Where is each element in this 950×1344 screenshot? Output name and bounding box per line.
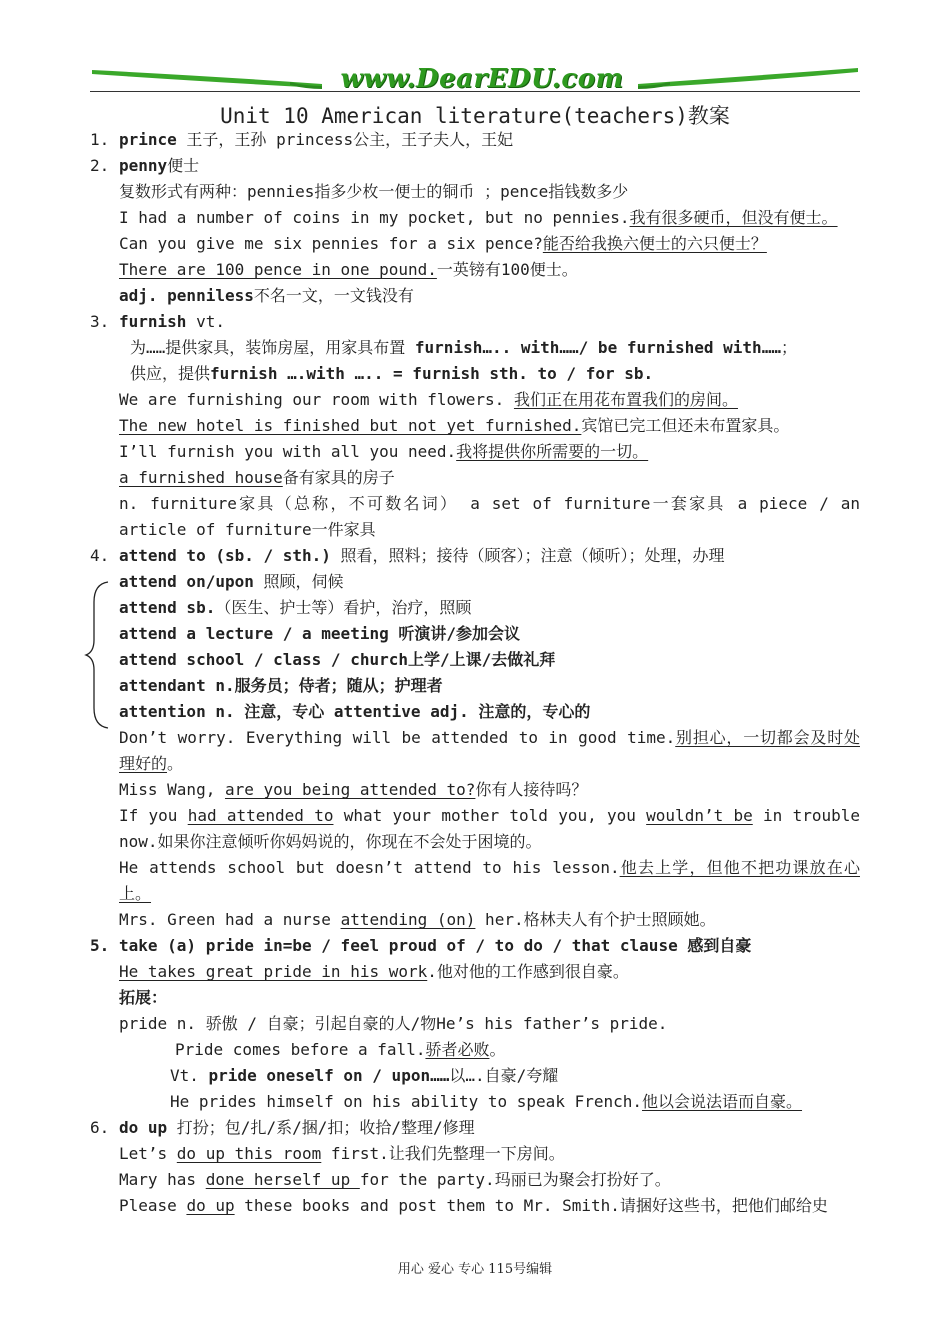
term: furnish ….with ….. = furnish sth. to / for sb.: [210, 364, 654, 383]
term: adj. penniless: [119, 286, 254, 305]
note-line: [90, 647, 860, 673]
list-item: [90, 153, 860, 179]
term: prince: [119, 130, 177, 149]
punctuation: 。: [167, 754, 184, 773]
example-translation: 宾馆已完工但还未布置家具。: [581, 416, 790, 435]
item-number: 2.: [90, 156, 110, 175]
example-translation: first.让我们先整理一下房间。: [321, 1144, 565, 1163]
example-phrase: are you being attended to?: [224, 780, 476, 799]
definition: 为……提供家具，装饰房屋，用家具布置: [130, 338, 415, 357]
note-line: [90, 673, 860, 699]
definition: （医生、护士等）看护，治疗，照顾: [215, 598, 472, 617]
example-translation: her.格林夫人有个护士照顾她。: [475, 910, 716, 929]
example-text: Mrs. Green had a nurse: [119, 910, 341, 929]
note-line: [90, 699, 860, 725]
example-line: [90, 1141, 860, 1167]
example-phrase: do up: [186, 1196, 235, 1215]
list-item: [90, 127, 860, 153]
page-title: Unit 10 American literature(teachers)教案: [220, 104, 730, 128]
example-translation: 能否给我换六便士的六只便士？: [542, 234, 767, 253]
example-text: Mary has: [119, 1170, 206, 1189]
example-text: Let’s: [119, 1144, 177, 1163]
note-line: [90, 569, 860, 595]
definition: 便士: [167, 156, 200, 175]
example-text: If you: [119, 806, 188, 825]
term: attend a lecture / a meeting 听演讲/参加会议: [119, 624, 520, 643]
example-line: [90, 205, 860, 231]
definition: 王子，王孙 princess公主，王子夫人，王妃: [176, 130, 514, 149]
item-number: 6.: [90, 1118, 110, 1137]
example-text: I had a number of coins in my pocket, but no pennies.: [119, 208, 630, 227]
example-line: [90, 1167, 860, 1193]
example-phrase: do up this room: [176, 1144, 322, 1163]
definition: 照看，照料；接待（顾客）；注意（倾听）；处理，办理: [330, 546, 725, 565]
example-translation: for the party.玛丽已为聚会打扮好了。: [359, 1170, 671, 1189]
example-line: [90, 907, 860, 933]
note-line: [90, 361, 860, 387]
site-logo[interactable]: www.DearEDU.com: [340, 64, 624, 94]
list-item: [90, 309, 860, 335]
example-text: a furnished house: [119, 468, 283, 487]
example-text: He takes great pride in his work: [119, 962, 428, 981]
example-line: [90, 855, 860, 907]
header-divider: [90, 91, 860, 92]
punctuation: 。: [489, 1040, 506, 1059]
example-translation: in trouble now.如果你注意倾听你妈妈说的，你现在不会处于困境的。: [119, 806, 860, 851]
example-translation: 骄者必败: [425, 1040, 490, 1059]
section-label: 拓展：: [119, 988, 168, 1007]
example-translation: 我将提供你所需要的一切。: [456, 442, 649, 461]
term: attend school / class / church上学/上课/去做礼拜: [119, 650, 556, 669]
definition: 打扮；包/扎/系/捆/扣；收拾/整理/修理: [167, 1118, 475, 1137]
term: attend to (sb. / sth.): [119, 546, 331, 565]
example-text: Can you give me six pennies for a six pence?: [119, 234, 543, 253]
item-number: 5.: [90, 936, 110, 955]
list-item: [90, 1115, 860, 1141]
example-line: [90, 465, 860, 491]
item-number: 1.: [90, 130, 110, 149]
note-line: n. furniture家具（总称，不可数名词） a set of furniture一套家具 a piece / an article of furniture一件家具: [119, 494, 860, 539]
note-line: [90, 595, 860, 621]
example-translation: these books and post them to Mr. Smith.请捆好这些书，把他们邮给史: [234, 1196, 828, 1215]
note-line: 复数形式有两种：pennies指多少枚一便士的铜币 ；pence指钱数多少: [119, 182, 629, 201]
document-body: [90, 127, 860, 1219]
example-text: He prides himself on his ability to speak French.: [170, 1092, 643, 1111]
example-text: We are furnishing our room with flowers.: [119, 390, 514, 409]
example-text: The new hotel is finished but not yet furnished.: [119, 416, 582, 435]
definition: 不名一文，一文钱没有: [253, 286, 414, 305]
definition: 以….自豪/夸耀: [449, 1066, 559, 1085]
example-line: [90, 1193, 860, 1219]
example-line: [90, 959, 860, 985]
definition: 照顾，伺候: [253, 572, 344, 591]
definition: vt.: [186, 312, 225, 331]
example-translation: 别担心，一切都会及时处理好的: [119, 728, 860, 773]
term: attend on/upon: [119, 572, 254, 591]
example-translation: 他以会说法语而自豪。: [642, 1092, 803, 1111]
example-phrase: had attended to: [187, 806, 334, 825]
item-number: 3.: [90, 312, 110, 331]
example-line: [90, 1089, 860, 1115]
example-translation: 我们正在用花布置我们的房间。: [513, 390, 738, 409]
example-line: [90, 439, 860, 465]
example-translation: 备有家具的房子: [282, 468, 395, 487]
example-translation: 他去上学，但他不把功课放在心上。: [119, 858, 860, 903]
term: furnish: [119, 312, 187, 331]
definition: 供应，提供: [130, 364, 211, 383]
example-line: [90, 231, 860, 257]
example-translation: 一英镑有100便士。: [436, 260, 578, 279]
example-text: Pride comes before a fall.: [175, 1040, 426, 1059]
example-text: He attends school but doesn’t attend to his lesson.: [119, 858, 620, 877]
example-line: [90, 257, 860, 283]
example-line: [90, 725, 860, 777]
example-phrase: attending (on): [340, 910, 476, 929]
page-footer: 用心 爱心 专心 115号编辑: [397, 1262, 553, 1277]
term: take (a) pride in=be / feel proud of / to do / that clause 感到自豪: [119, 936, 752, 955]
example-translation: 你有人接待吗？: [475, 780, 588, 799]
term: attend sb.: [119, 598, 216, 617]
term: do up: [119, 1118, 168, 1137]
note-line: [90, 1063, 860, 1089]
note-line: [90, 621, 860, 647]
example-line: [90, 387, 860, 413]
note-line: [90, 985, 860, 1011]
punctuation: ；: [780, 338, 797, 357]
term: attention n. 注意，专心 attentive adj. 注意的，专心的: [119, 702, 591, 721]
example-line: [90, 803, 860, 855]
example-phrase: done herself up: [205, 1170, 360, 1189]
example-line: [90, 1037, 860, 1063]
example-line: [90, 777, 860, 803]
example-line: [90, 413, 860, 439]
item-number: 4.: [90, 546, 110, 565]
example-phrase: wouldn’t be: [646, 806, 753, 825]
term: penny: [119, 156, 168, 175]
list-item: [90, 543, 860, 569]
example-text: Please: [119, 1196, 187, 1215]
term: pride oneself on / upon……: [208, 1066, 450, 1085]
example-text: what your mother told you, you: [333, 806, 647, 825]
note-line: [90, 335, 860, 361]
example-text: Don’t worry. Everything will be attended to in good time.: [119, 728, 676, 747]
example-translation: .他对他的工作感到很自豪。: [427, 962, 629, 981]
term: furnish….. with……/ be furnished with……: [414, 338, 781, 357]
example-text: Miss Wang,: [119, 780, 225, 799]
part-of-speech: Vt.: [170, 1066, 209, 1085]
example-text: I’ll furnish you with all you need.: [119, 442, 457, 461]
note-line: [90, 283, 860, 309]
example-translation: 我有很多硬币，但没有便士。: [629, 208, 838, 227]
list-item: [90, 933, 860, 959]
note-line: pride n. 骄傲 / 自豪；引起自豪的人/物He’s his father’s pride.: [119, 1014, 668, 1033]
example-text: There are 100 pence in one pound.: [119, 260, 437, 279]
term: attendant n.服务员；侍者；随从；护理者: [119, 676, 443, 695]
